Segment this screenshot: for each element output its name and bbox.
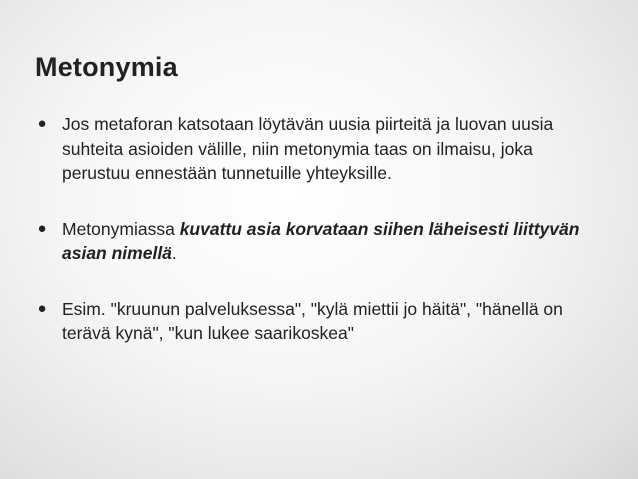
bullet-text: Esim. "kruunun palveluksessa", "kylä miettii jo häitä", "hänellä on terävä kynä", "kun lukee saarikoskea" bbox=[62, 298, 563, 343]
bullet-dot-icon: ● bbox=[37, 219, 47, 237]
bullet-list bbox=[35, 112, 595, 346]
bullet-dot-icon: ● bbox=[37, 299, 47, 317]
bullet-item bbox=[35, 112, 595, 186]
bullet-text: Jos metaforan katsotaan löytävän uusia piirteitä ja luovan uusia suhteita asioiden välille, niin metonymia taas on ilmaisu, joka perustuu ennestään tunnetuille yhteyksille. bbox=[62, 114, 554, 183]
slide-title: Metonymia bbox=[35, 52, 178, 82]
bullet-text-lead: Metonymiassa bbox=[62, 218, 180, 239]
bullet-item bbox=[35, 297, 595, 346]
bullet-dot-icon: ● bbox=[37, 115, 47, 132]
bullet-item bbox=[35, 217, 595, 266]
bullet-text-tail: . bbox=[171, 243, 177, 263]
bullet-text-emphasis: kuvattu asia korvataan siihen läheisesti liittyvän asian nimellä bbox=[62, 218, 580, 263]
